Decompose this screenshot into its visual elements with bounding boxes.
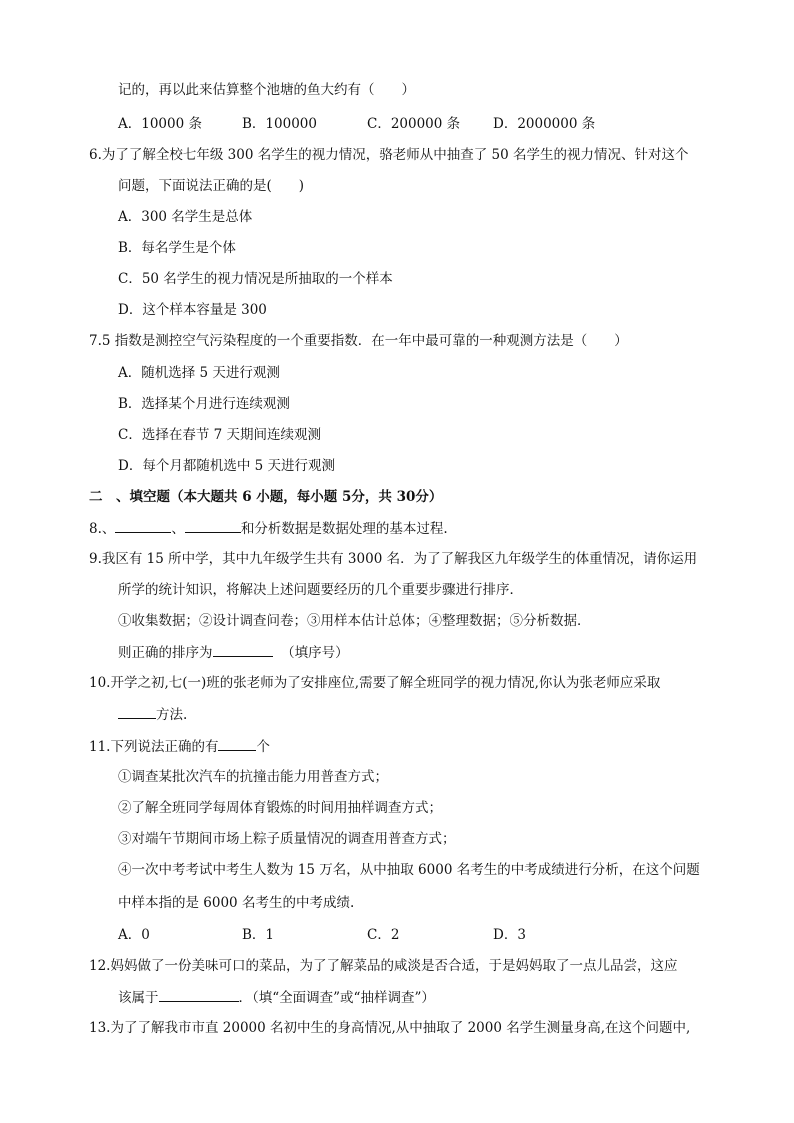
q11-option-d: D．3 — [493, 927, 526, 943]
q6-option-c: C．50 名学生的视力情况是所抽取的一个样本 — [118, 271, 393, 287]
q9-steps: ①收集数据；②设计调查问卷；③用样本估计总体；④整理数据；⑤分析数据． — [118, 613, 591, 629]
q5-option-a: A．10000 条 — [118, 116, 202, 132]
q7-option-c: C．选择在春节 7 天期间连续观测 — [118, 427, 322, 443]
q7-stem: 7.5 指数是测控空气污染程度的一个重要指数．在一年中最可靠的一种观测方法是（ ） — [89, 333, 628, 349]
q8-separator: 、 — [171, 521, 185, 537]
q11-option-c: C．2 — [367, 927, 400, 943]
q8-blank-2[interactable] — [185, 518, 241, 533]
q9-answer-line — [118, 642, 349, 663]
q11-prefix: 11.下列说法正确的有 — [89, 739, 219, 755]
q11-statement-4b: 中样本指的是 6000 名考生的中考成绩. — [118, 895, 355, 911]
q5-option-b: B．100000 — [242, 116, 317, 132]
q8-blank-1[interactable] — [115, 518, 171, 533]
q6-option-a: A．300 名学生是总体 — [118, 209, 253, 225]
q9-stem-line1: 9.我区有 15 所中学，其中九年级学生共有 3000 名．为了了解我区九年级学生的体重情况，请你运用 — [89, 551, 698, 567]
q13-stem-line1: 13.为了了解我市市直 20000 名初中生的身高情况,从中抽取了 2000 名学生测量身高,在这个问题中, — [89, 1020, 691, 1036]
q11-stem — [89, 736, 270, 757]
q12-prefix: 该属于 — [118, 990, 159, 1006]
section-title-fill-in: 二 、填空题（本大题共 6 小题，每小题 5分，共 30分） — [89, 489, 443, 505]
q10-suffix: 方法. — [156, 707, 188, 723]
q6-option-b: B．每名学生是个体 — [118, 240, 236, 256]
q5-continuation: 记的，再以此来估算整个池塘的鱼大约有（ ） — [118, 82, 415, 98]
q7-option-d: D．每个月都随机选中 5 天进行观测 — [118, 458, 335, 474]
q11-statement-4a: ④一次中考考试中考生人数为 15 万名，从中抽取 6000 名考生的中考成绩进行分析，在这个问题 — [118, 862, 700, 878]
q12-blank[interactable] — [159, 987, 239, 1002]
q6-option-d: D．这个样本容量是 300 — [118, 302, 267, 318]
q8-prefix: 8.、 — [89, 521, 116, 537]
q12-stem-line2 — [118, 987, 435, 1008]
q9-stem-line2: 所学的统计知识，将解决上述问题要经历的几个重要步骤进行排序． — [118, 582, 523, 598]
q8-stem — [89, 518, 448, 539]
q12-suffix: ．（填“全面调查”或“抽样调查”） — [238, 990, 435, 1006]
q6-stem-line2: 问题，下面说法正确的是( ) — [118, 178, 305, 194]
q10-blank[interactable] — [118, 704, 156, 719]
q10-stem-line2 — [118, 704, 187, 725]
q11-statement-1: ①调查某批次汽车的抗撞击能力用普查方式； — [118, 769, 388, 785]
q11-statement-3: ③对端午节期间市场上粽子质量情况的调查用普查方式； — [118, 831, 456, 847]
q10-stem-line1: 10.开学之初,七(一)班的张老师为了安排座位,需要了解全班同学的视力情况,你认为张老师应采取 — [89, 675, 661, 691]
q9-answer-prefix: 则正确的排序为 — [118, 645, 213, 661]
q11-suffix: 个 — [256, 739, 270, 755]
q11-option-b: B．1 — [242, 927, 275, 943]
q8-suffix: 和分析数据是数据处理的基本过程. — [240, 521, 448, 537]
q5-option-d: D．2000000 条 — [493, 116, 596, 132]
q11-statement-2: ②了解全班同学每周体育锻炼的时间用抽样调查方式； — [118, 800, 442, 816]
q7-option-a: A．随机选择 5 天进行观测 — [118, 365, 280, 381]
q7-option-b: B．选择某个月进行连续观测 — [118, 396, 290, 412]
q9-blank[interactable] — [213, 642, 273, 657]
q12-stem-line1: 12.妈妈做了一份美味可口的菜品，为了了解菜品的咸淡是否合适，于是妈妈取了一点儿品尝，这应 — [89, 958, 678, 974]
q11-blank[interactable] — [218, 736, 256, 751]
q11-option-a: A．0 — [118, 927, 150, 943]
q5-option-c: C．200000 条 — [367, 116, 461, 132]
q6-stem-line1: 6.为了了解全校七年级 300 名学生的视力情况，骆老师从中抽查了 50 名学生的视力情况、针对这个 — [89, 147, 689, 163]
q9-answer-hint: （填序号） — [281, 645, 349, 661]
